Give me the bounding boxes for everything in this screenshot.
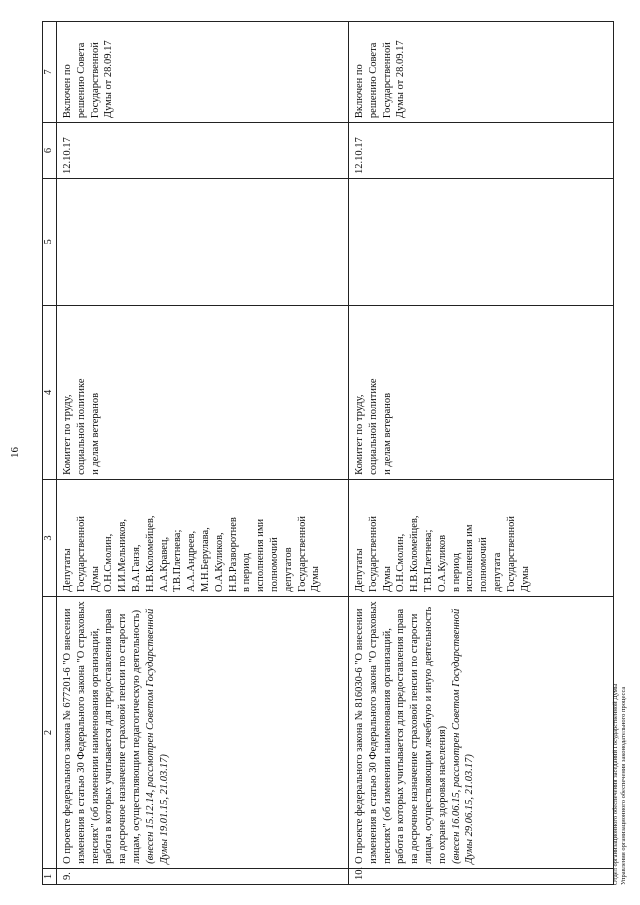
footer-line: Управления организационного обеспечения законодательного процесса — [620, 686, 627, 885]
footer — [612, 684, 628, 885]
footer-line: Отдел организационного обеспечения заседаний Государственной Думы — [612, 683, 619, 885]
bill-note: (внесен 15.12.14, рассмотрен Советом Государственной Думы 19.01.15, 21.03.17) — [144, 608, 170, 864]
column-header: 1 — [43, 868, 57, 884]
agenda-table — [42, 21, 614, 885]
column-5-cell — [57, 178, 349, 305]
initiators: Депутаты Государственной Думы О.Н.Смолин, И.И.Мельников, В.А.Ганзя, Н.В.Коломейцев, А.А.Кравец, Т.В.Плетнева; А.А.Андреев, М.Н.Берулава, О.А.Куликов, Н.В.Разворотнев в период исполнения ими полномочий депутатов Государственной Думы — [57, 479, 349, 596]
page-number: 16 — [9, 447, 21, 458]
bill-note: (внесен 16.06.15, рассмотрен Советом Государственной Думы 29.06.15, 21.03.17) — [450, 608, 476, 864]
column-header: 6 — [43, 123, 57, 179]
row-number: 10. — [349, 868, 614, 884]
column-header: 4 — [43, 305, 57, 479]
column-header: 2 — [43, 597, 57, 869]
bill-description — [57, 597, 349, 869]
column-header: 3 — [43, 479, 57, 596]
column-header: 5 — [43, 178, 57, 305]
date: 12.10.17 — [57, 123, 349, 179]
status: Включен по решению Совета Государственной Думы от 28.09.17 — [349, 22, 614, 123]
initiators: Депутаты Государственной Думы О.Н.Смолин, Н.В.Коломейцев, Т.В.Плетнева; О.А.Куликов в период исполнения им полномочий депутата Государственной Думы — [349, 479, 614, 596]
committee: Комитет по труду, социальной политике и делам ветеранов — [57, 305, 349, 479]
table-row — [57, 22, 349, 885]
header-row — [43, 22, 57, 885]
row-number: 9. — [57, 868, 349, 884]
bill-title: О проекте федерального закона № 816030-6 "О внесении изменения в статью 30 Федерального закона "О страховых пенсиях" (об изменении наименования организаций, работа в которых учитывается для предоставления права на досрочное назначение страховой пенсии по старости лицам, осуществляющим лечебную и иную деятельность по охране здоровья населения) — [354, 601, 448, 864]
bill-title: О проекте федерального закона № 677201-6 "О внесении изменения в статью 30 Федерального закона "О страховых пенсиях" (об изменении наименования организаций, работа в которых учитывается для предоставления права на досрочное назначение страховой пенсии по старости лицам, осуществляющим педагогическую деятельность) — [62, 601, 142, 864]
table-row — [349, 22, 614, 885]
date: 12.10.17 — [349, 123, 614, 179]
status: Включен по решению Совета Государственной Думы от 28.09.17 — [57, 22, 349, 123]
committee: Комитет по труду, социальной политике и делам ветеранов — [349, 305, 614, 479]
column-5-cell — [349, 178, 614, 305]
bill-description — [349, 597, 614, 869]
column-header: 7 — [43, 22, 57, 123]
